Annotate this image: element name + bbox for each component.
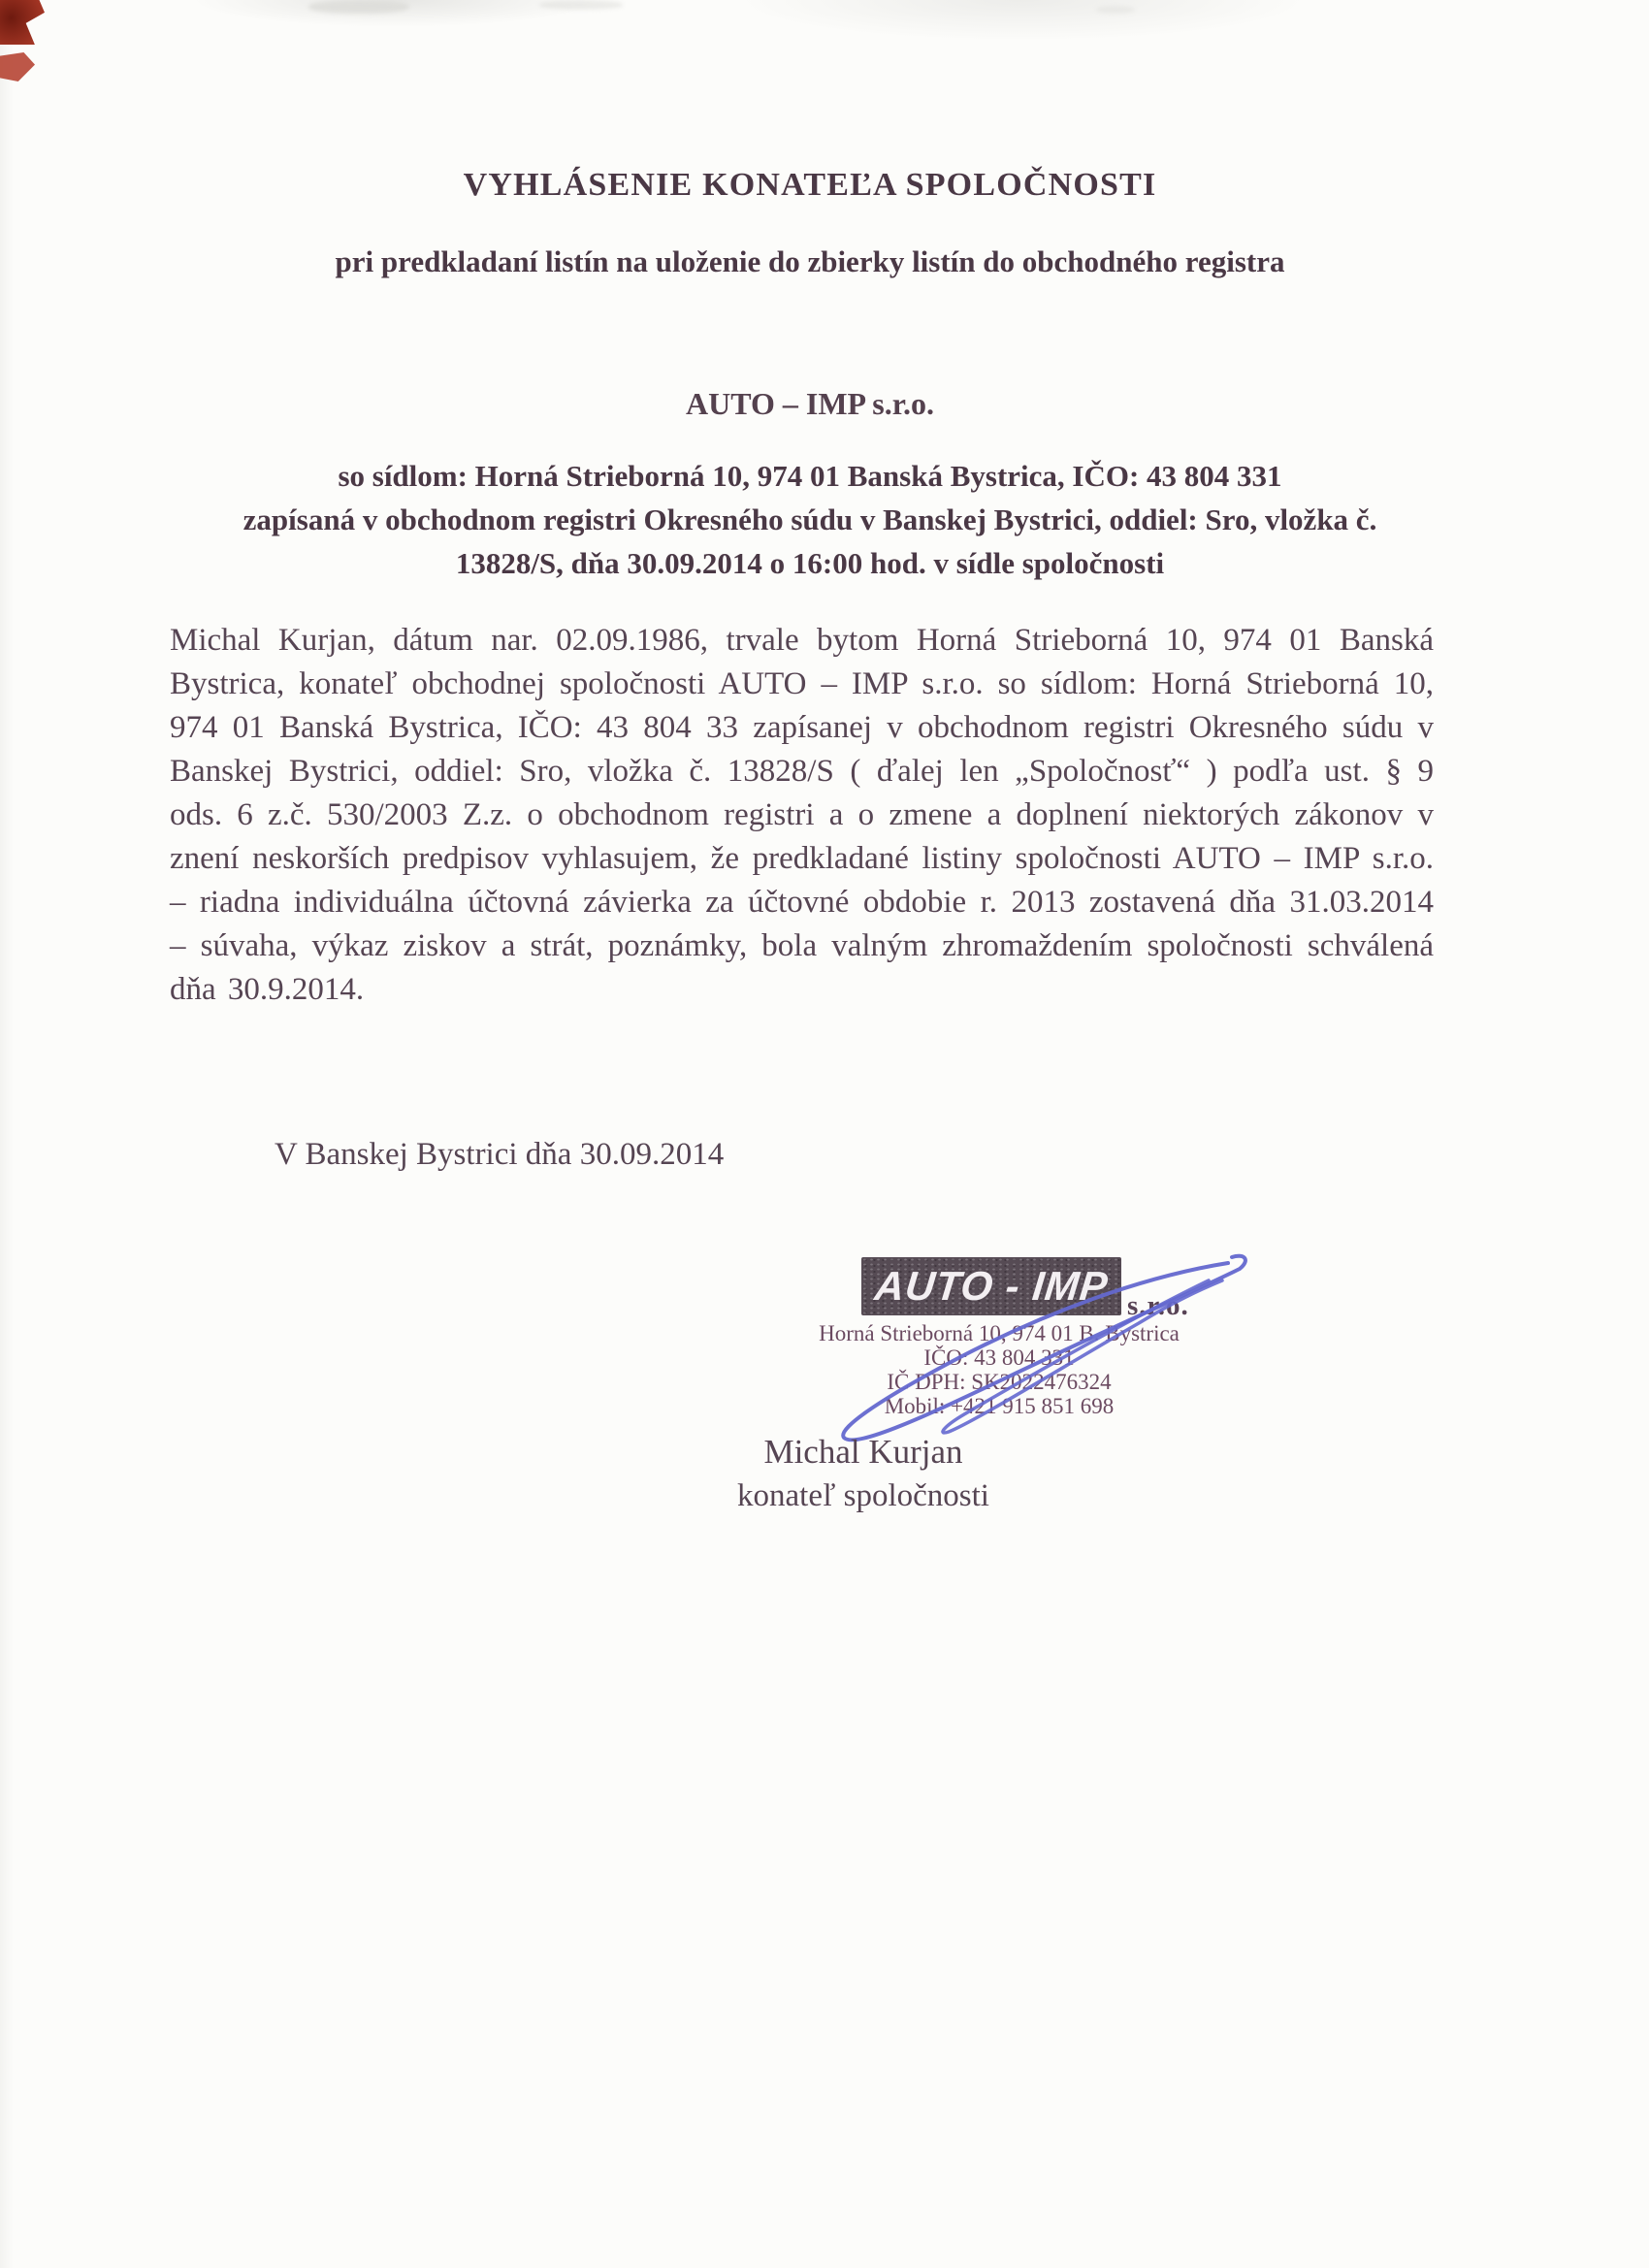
stamp-address: Horná Strieborná 10, 974 01 B. Bystrica	[819, 1321, 1180, 1345]
stamp-ic-dph: IČ DPH: SK2022476324	[887, 1370, 1112, 1394]
registration-line: so sídlom: Horná Strieborná 10, 974 01 Banská Bystrica, IČO: 43 804 331	[338, 459, 1282, 493]
stamp-ico: IČO: 43 804 331	[923, 1345, 1075, 1370]
document-subtitle: pri predkladaní listín na uloženie do zbierky listín do obchodného registra	[335, 244, 1285, 278]
registration-line: 13828/S, dňa 30.09.2014 o 16:00 hod. v sídle spoločnosti	[455, 546, 1165, 580]
stamp-suffix: s.r.o.	[1127, 1290, 1189, 1321]
company-registration-block	[165, 454, 1455, 585]
signatory-role: konateľ spoločnosti	[737, 1478, 989, 1513]
scan-artifact-red-mark	[0, 52, 35, 81]
stamp-mobile: Mobil: +421 915 851 698	[884, 1394, 1115, 1418]
scan-artifact-smudge	[1096, 6, 1135, 14]
signatory-block	[621, 1430, 1106, 1517]
scan-artifact-red-mark	[0, 0, 45, 45]
place-and-date: V Banskej Bystrici dňa 30.09.2014	[275, 1137, 725, 1172]
document-title: VYHLÁSENIE KONATEĽA SPOLOČNOSTI	[463, 167, 1157, 203]
stamp-logo-text: AUTO - IMP	[872, 1263, 1111, 1309]
scan-artifact-smudge	[308, 0, 409, 14]
stamp-detail-lines	[795, 1321, 1203, 1418]
declaration-body: Michal Kurjan, dátum nar. 02.09.1986, trvale bytom Horná Strieborná 10, 974 01 Banská Bystrica, konateľ obchodnej spoločnosti AUTO – IMP s.r.o. so sídlom: Horná Strieborná 10, 974 01 Banská Bystrica, IČO: 43 804 33 zapísanej v obchodnom registri Okresného súdu v Banskej Bystrici, oddiel: Sro, vložka č. 13828/S ( ďalej len „Spoločnosť“ ) podľa ust. § 9 ods. 6 z.č. 530/2003 Z.z. o obchodnom registri a o zmene a doplnení niektorých zákonov v znení neskorších predpisov vyhlasujem, že predkladané listiny spoločnosti AUTO – IMP s.r.o. – riadna individuálna účtovná závierka za účtovné obdobie r. 2013 zostavená dňa 31.03.2014 – súvaha, výkaz ziskov a strát, poznámky, bola valným zhromaždením spoločnosti schválená dňa 30.9.2014.	[170, 623, 1434, 1007]
stamp-logo	[861, 1257, 1121, 1315]
signatory-name: Michal Kurjan	[763, 1433, 963, 1471]
registration-line: zapísaná v obchodnom registri Okresného súdu v Banskej Bystrici, oddiel: Sro, vložka č.	[242, 502, 1377, 536]
company-name: AUTO – IMP s.r.o.	[685, 386, 935, 421]
scan-artifact-smudge	[539, 0, 623, 10]
